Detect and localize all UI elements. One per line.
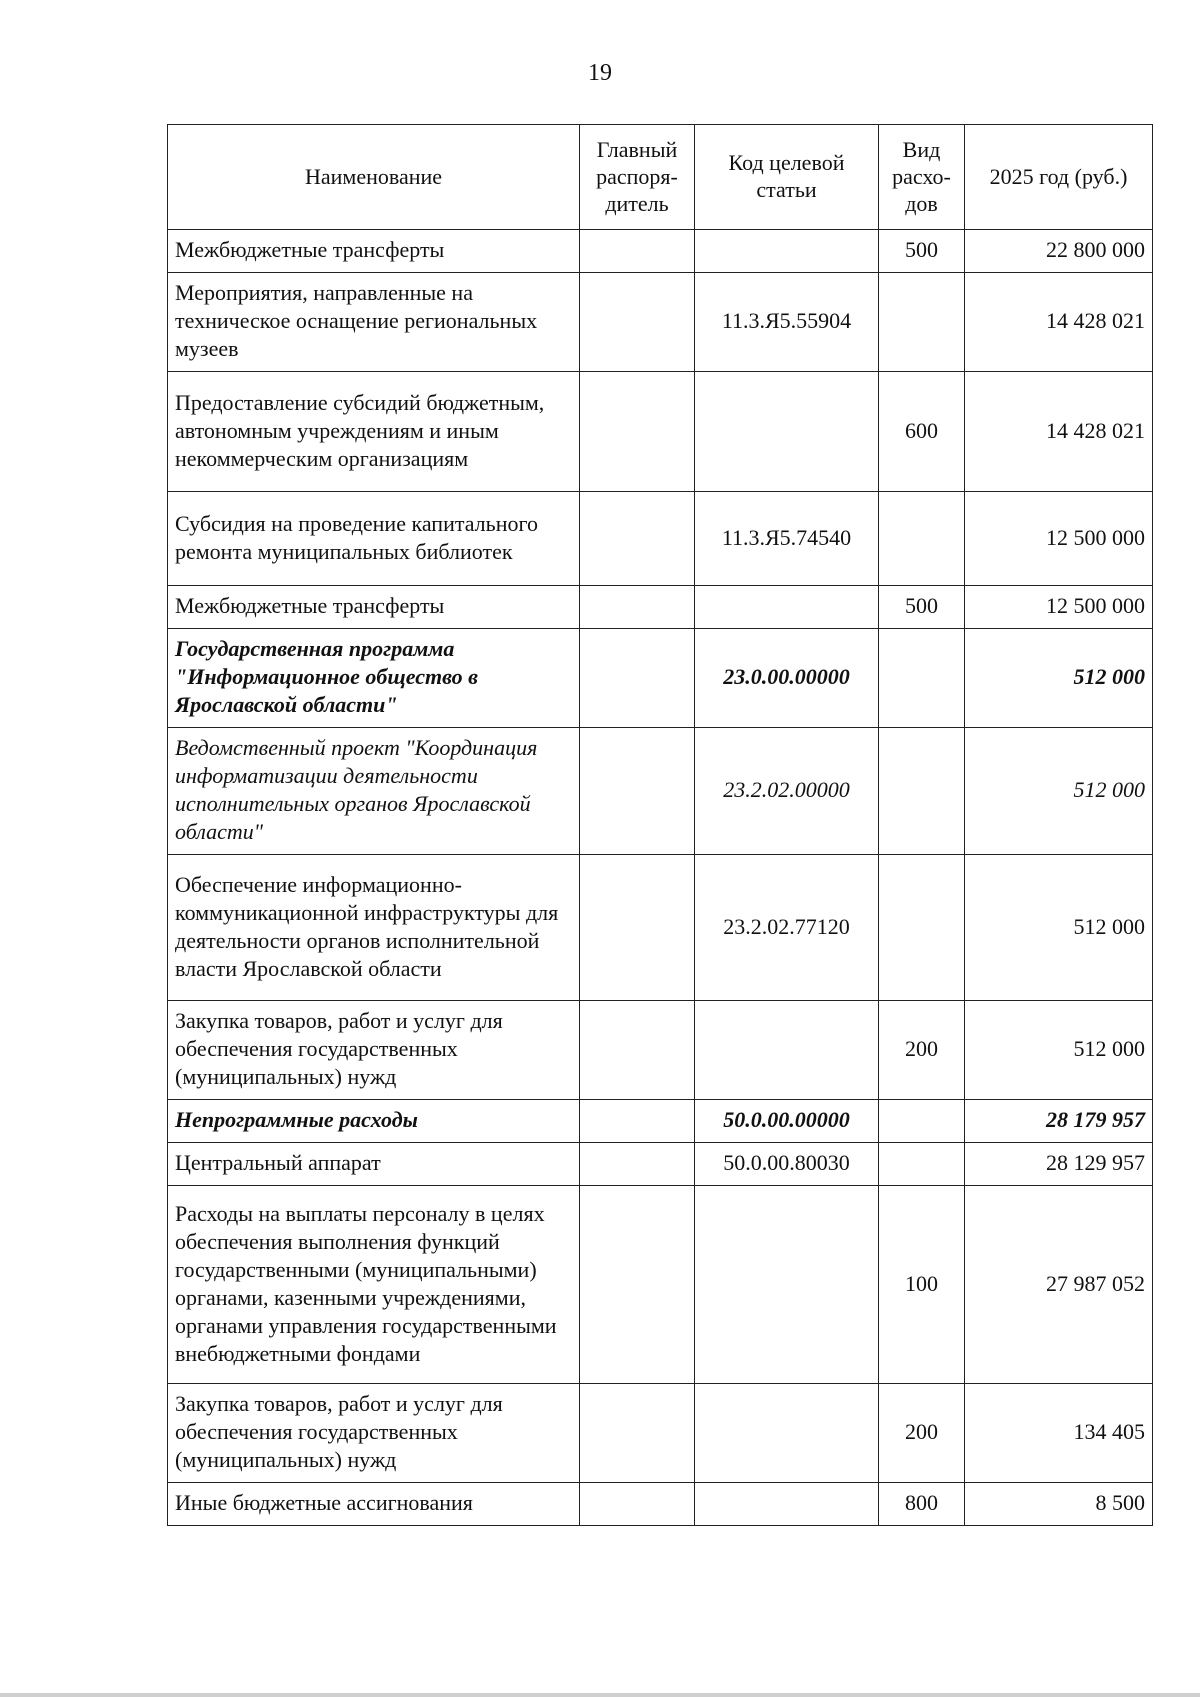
row-name: Расходы на выплаты персоналу в целях обеспечения выполнения функций государственными (муниципальными) органами, казенными учреждениями, органами управления государственными внебюджетными фондами [168, 1186, 580, 1384]
row-kind: 100 [879, 1186, 965, 1384]
row-amount: 28 179 957 [965, 1100, 1153, 1143]
row-amount: 12 500 000 [965, 586, 1153, 629]
row-kind [879, 728, 965, 855]
table-row [168, 1001, 1153, 1100]
row-kind [879, 1143, 965, 1186]
row-admin [580, 1001, 695, 1100]
row-admin [580, 492, 695, 586]
row-code [695, 230, 879, 273]
header-kind: Вид расхо-дов [879, 125, 965, 230]
row-amount: 512 000 [965, 1001, 1153, 1100]
row-name: Межбюджетные трансферты [168, 586, 580, 629]
row-name: Непрограммные расходы [168, 1100, 580, 1143]
row-code [695, 372, 879, 492]
row-amount: 12 500 000 [965, 492, 1153, 586]
row-admin [580, 1483, 695, 1526]
row-name: Центральный аппарат [168, 1143, 580, 1186]
row-kind [879, 1100, 965, 1143]
row-name: Государственная программа "Информационное общество в Ярославской области" [168, 629, 580, 728]
row-code [695, 1483, 879, 1526]
row-kind: 200 [879, 1001, 965, 1100]
row-code: 23.2.02.00000 [695, 728, 879, 855]
row-admin [580, 586, 695, 629]
row-name: Ведомственный проект "Координация информатизации деятельности исполнительных органов Ярославской области" [168, 728, 580, 855]
row-amount: 27 987 052 [965, 1186, 1153, 1384]
header-name: Наименование [168, 125, 580, 230]
header-admin: Главный распоря-дитель [580, 125, 695, 230]
row-code: 11.3.Я5.55904 [695, 273, 879, 372]
row-amount: 512 000 [965, 728, 1153, 855]
scan-edge-divider [0, 1693, 1200, 1697]
table-row [168, 492, 1153, 586]
row-kind [879, 492, 965, 586]
table-body [168, 230, 1153, 1526]
row-amount: 512 000 [965, 629, 1153, 728]
row-name: Иные бюджетные ассигнования [168, 1483, 580, 1526]
row-name: Субсидия на проведение капитального ремонта муниципальных библиотек [168, 492, 580, 586]
row-name: Закупка товаров, работ и услуг для обеспечения государственных (муниципальных) нужд [168, 1384, 580, 1483]
table-row [168, 1186, 1153, 1384]
row-kind: 500 [879, 586, 965, 629]
table-row [168, 1384, 1153, 1483]
row-code: 11.3.Я5.74540 [695, 492, 879, 586]
row-code [695, 1384, 879, 1483]
row-admin [580, 230, 695, 273]
budget-table [167, 124, 1153, 1526]
row-admin [580, 855, 695, 1001]
row-kind: 600 [879, 372, 965, 492]
row-code: 50.0.00.00000 [695, 1100, 879, 1143]
row-admin [580, 1100, 695, 1143]
row-amount: 512 000 [965, 855, 1153, 1001]
row-admin [580, 1186, 695, 1384]
header-code: Код целевой статьи [695, 125, 879, 230]
row-admin [580, 629, 695, 728]
row-kind [879, 629, 965, 728]
row-admin [580, 273, 695, 372]
row-code [695, 586, 879, 629]
row-kind [879, 273, 965, 372]
row-admin [580, 1143, 695, 1186]
row-kind: 500 [879, 230, 965, 273]
row-kind [879, 855, 965, 1001]
row-amount: 28 129 957 [965, 1143, 1153, 1186]
table-row [168, 629, 1153, 728]
row-name: Закупка товаров, работ и услуг для обеспечения государственных (муниципальных) нужд [168, 1001, 580, 1100]
table-row [168, 1100, 1153, 1143]
table-header-row [168, 125, 1153, 230]
row-code: 23.2.02.77120 [695, 855, 879, 1001]
row-amount: 14 428 021 [965, 372, 1153, 492]
row-admin [580, 372, 695, 492]
row-name: Мероприятия, направленные на техническое оснащение региональных музеев [168, 273, 580, 372]
table-row [168, 1483, 1153, 1526]
row-code: 50.0.00.80030 [695, 1143, 879, 1186]
row-amount: 14 428 021 [965, 273, 1153, 372]
row-admin [580, 728, 695, 855]
row-amount: 134 405 [965, 1384, 1153, 1483]
table-row [168, 372, 1153, 492]
row-code [695, 1001, 879, 1100]
table-row [168, 1143, 1153, 1186]
row-name: Межбюджетные трансферты [168, 230, 580, 273]
table-row [168, 855, 1153, 1001]
row-code: 23.0.00.00000 [695, 629, 879, 728]
table-row [168, 273, 1153, 372]
table-row [168, 230, 1153, 273]
row-amount: 8 500 [965, 1483, 1153, 1526]
page-number: 19 [588, 60, 612, 86]
table-row [168, 728, 1153, 855]
row-name: Обеспечение информационно-коммуникационной инфраструктуры для деятельности органов исполнительной власти Ярославской области [168, 855, 580, 1001]
table-row [168, 586, 1153, 629]
row-kind: 800 [879, 1483, 965, 1526]
row-admin [580, 1384, 695, 1483]
row-name: Предоставление субсидий бюджетным, автономным учреждениям и иным некоммерческим организациям [168, 372, 580, 492]
row-kind: 200 [879, 1384, 965, 1483]
row-amount: 22 800 000 [965, 230, 1153, 273]
header-amount: 2025 год (руб.) [965, 125, 1153, 230]
row-code [695, 1186, 879, 1384]
